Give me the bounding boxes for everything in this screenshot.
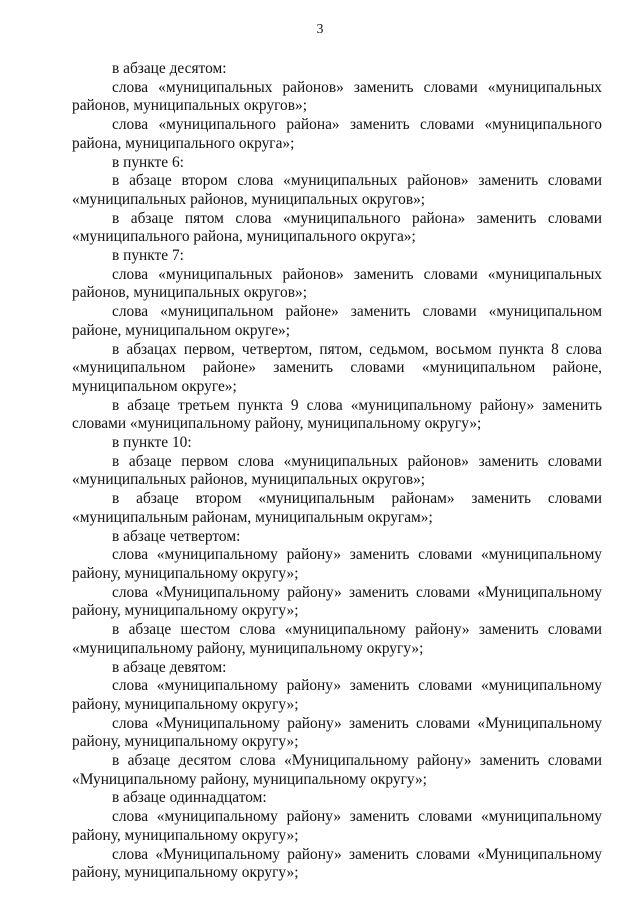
paragraph: в абзаце десятом слова «Муниципальному району» заменить словами «Муниципальному району, муниципальному округу»; <box>72 752 602 788</box>
paragraph: слова «Муниципальному району» заменить словами «Муниципальному району, муниципальному округу»; <box>72 714 602 751</box>
paragraph: в пункте 10: <box>112 434 192 452</box>
document-body <box>72 60 602 883</box>
paragraph: в абзаце пятом слова «муниципального района» заменить словами «муниципального района, муниципального округа»; <box>72 209 602 246</box>
paragraph: в абзацах первом, четвертом, пятом, седьмом, восьмом пункта 8 слова «муниципальном районе» заменить словами «муниципальном районе, муниципальном округе»; <box>72 340 602 395</box>
paragraph: в абзаце третьем пункта 9 слова «муниципальному району» заменить словами «муниципальному району, муниципальному округу»; <box>72 396 602 433</box>
paragraph: слова «муниципальных районов» заменить словами «муниципальных районов, муниципальных округов»; <box>72 78 602 115</box>
paragraph: в абзаце втором слова «муниципальных районов» заменить словами «муниципальных районов, муниципальных округов»; <box>72 172 602 208</box>
paragraph: в абзаце одиннадцатом: <box>112 789 267 807</box>
paragraph: в абзаце втором «муниципальным районам» заменить словами «муниципальным районам, муниципальным округам»; <box>72 490 602 526</box>
paragraph: в абзаце шестом слова «муниципальному району» заменить словами «муниципальному району, муниципальному округу»; <box>72 621 602 657</box>
paragraph: в пункте 6: <box>112 153 184 171</box>
paragraph: в абзаце первом слова «муниципальных районов» заменить словами «муниципальных районов, муниципальных округов»; <box>72 452 602 489</box>
paragraph: в абзаце десятом: <box>112 60 227 77</box>
paragraph: слова «муниципального района» заменить словами «муниципального района, муниципального округа»; <box>72 116 602 152</box>
paragraph: слова «муниципальному району» заменить словами «муниципальному району, муниципальному округу»; <box>72 677 602 713</box>
paragraph: слова «Муниципальному району» заменить словами «Муниципальному району, муниципальному округу»; <box>72 583 602 620</box>
page-number: 3 <box>316 22 324 37</box>
paragraph: слова «муниципальному району» заменить словами «муниципальному району, муниципальному округу»; <box>72 808 602 844</box>
paragraph: слова «муниципальному району» заменить словами «муниципальному району, муниципальному округу»; <box>72 546 602 582</box>
paragraph: слова «муниципальном районе» заменить словами «муниципальном районе, муниципальном округе»; <box>72 303 602 339</box>
paragraph: в абзаце девятом: <box>112 658 227 676</box>
paragraph: в пункте 7: <box>112 247 184 265</box>
paragraph: слова «Муниципальному району» заменить словами «Муниципальному району, муниципальному округу»; <box>72 845 602 882</box>
paragraph: слова «муниципальных районов» заменить словами «муниципальных районов, муниципальных округов»; <box>72 265 602 302</box>
paragraph: в абзаце четвертом: <box>112 527 241 545</box>
